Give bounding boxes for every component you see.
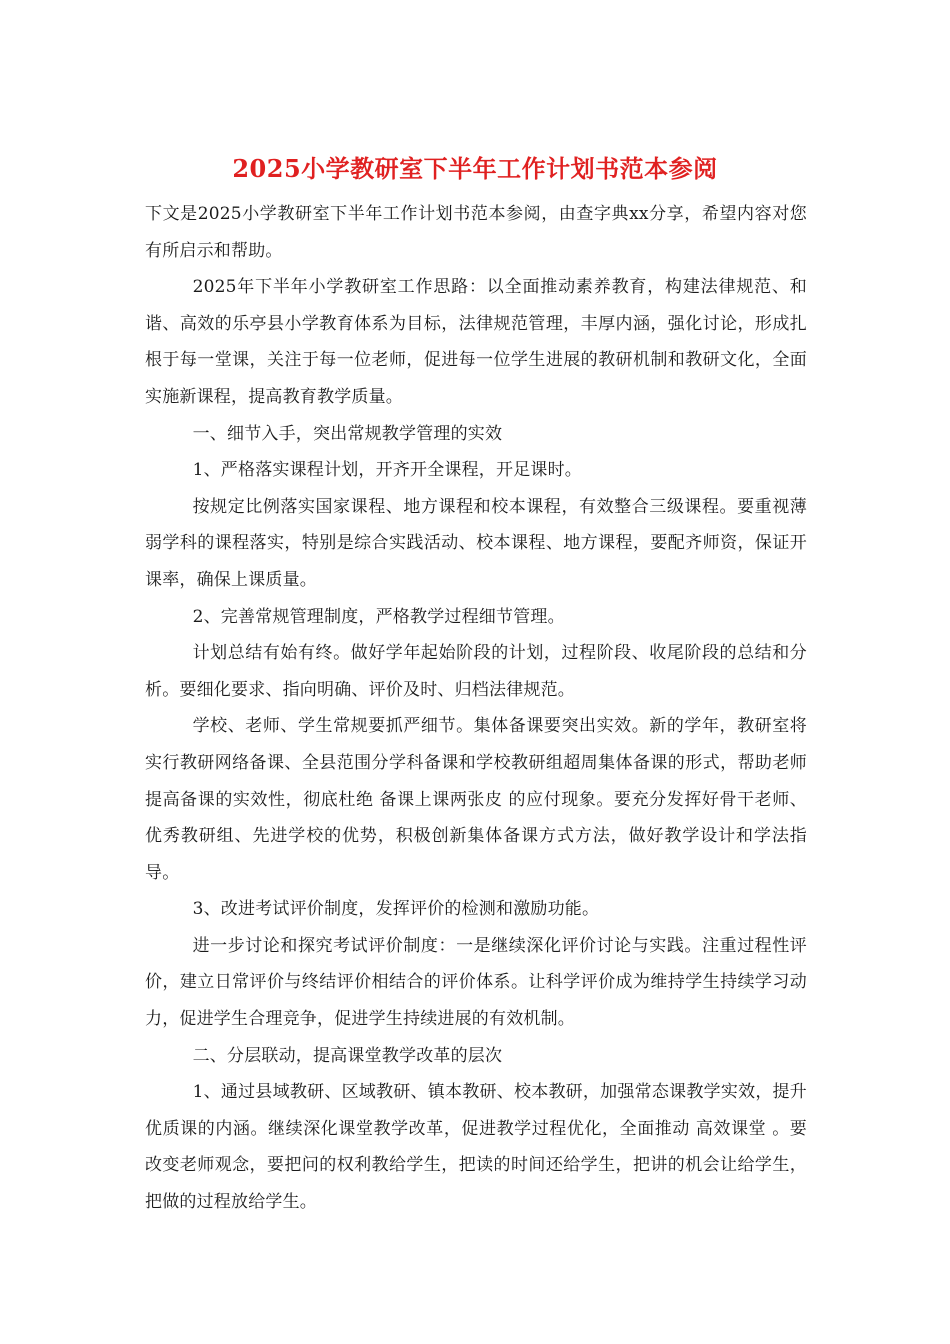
paragraph-work-ideas: 2025年下半年小学教研室工作思路：以全面推动素养教育，构建法律规范、和谐、高效的乐亭县小学教育体系为目标，法律规范管理，丰厚内涵，强化讨论，形成扎根于每一堂课，关注于每一位老师，促进每一位学生进展的教研机制和教研文化，全面实施新课程，提高教育教学质量。: [145, 277, 807, 407]
section-heading-two: 二、分层联动，提高课堂教学改革的层次: [192, 1045, 503, 1066]
subheading-2: 2、完善常规管理制度，严格教学过程细节管理。: [192, 606, 565, 627]
paragraph-lesson-prep: 学校、老师、学生常规要抓严细节。集体备课要突出实效。新的学年，教研室将实行教研网络备课、全县范围分学科备课和学校教研组超周集体备课的形式，帮助老师提高备课的实效性，彻底杜绝 备课上课两张皮 的应付现象。要充分发挥好骨干老师、优秀教研组、先进学校的优势，积极创新集体备课方式方法，做好教学设计和学法指导。: [145, 716, 807, 883]
paragraph-evaluation: 进一步讨论和探究考试评价制度：一是继续深化评价讨论与实践。注重过程性评价，建立日常评价与终结评价相结合的评价体系。让科学评价成为维持学生持续学习动力，促进学生合理竞争，促进学生持续进展的有效机制。: [145, 935, 807, 1030]
document-title: 2025小学教研室下半年工作计划书范本参阅: [232, 154, 718, 183]
paragraph-classroom-reform: 1、通过县域教研、区域教研、镇本教研、校本教研，加强常态课教学实效，提升优质课的内涵。继续深化课堂教学改革，促进教学过程优化，全面推动 高效课堂 。要改变老师观念，要把问的权利教给学生，把读的时间还给学生，把讲的机会让给学生，把做的过程放给学生。: [145, 1082, 807, 1213]
paragraph-plan-summary: 计划总结有始有终。做好学年起始阶段的计划，过程阶段、收尾阶段的总结和分析。要细化要求、指向明确、评价及时、归档法律规范。: [145, 643, 807, 700]
section-heading-one: 一、细节入手，突出常规教学管理的实效: [192, 423, 503, 444]
subheading-3: 3、改进考试评价制度，发挥评价的检测和激励功能。: [192, 899, 600, 920]
paragraph-curriculum: 按规定比例落实国家课程、地方课程和校本课程，有效整合三级课程。要重视薄弱学科的课程落实，特别是综合实践活动、校本课程、地方课程，要配齐师资，保证开课率，确保上课质量。: [145, 496, 807, 590]
subheading-1: 1、严格落实课程计划，开齐开全课程，开足课时。: [192, 460, 583, 481]
document-body: [145, 196, 807, 1221]
paragraph-intro: 下文是2025小学教研室下半年工作计划书范本参阅，由查字典xx分享，希望内容对您有所启示和帮助。: [145, 204, 807, 261]
